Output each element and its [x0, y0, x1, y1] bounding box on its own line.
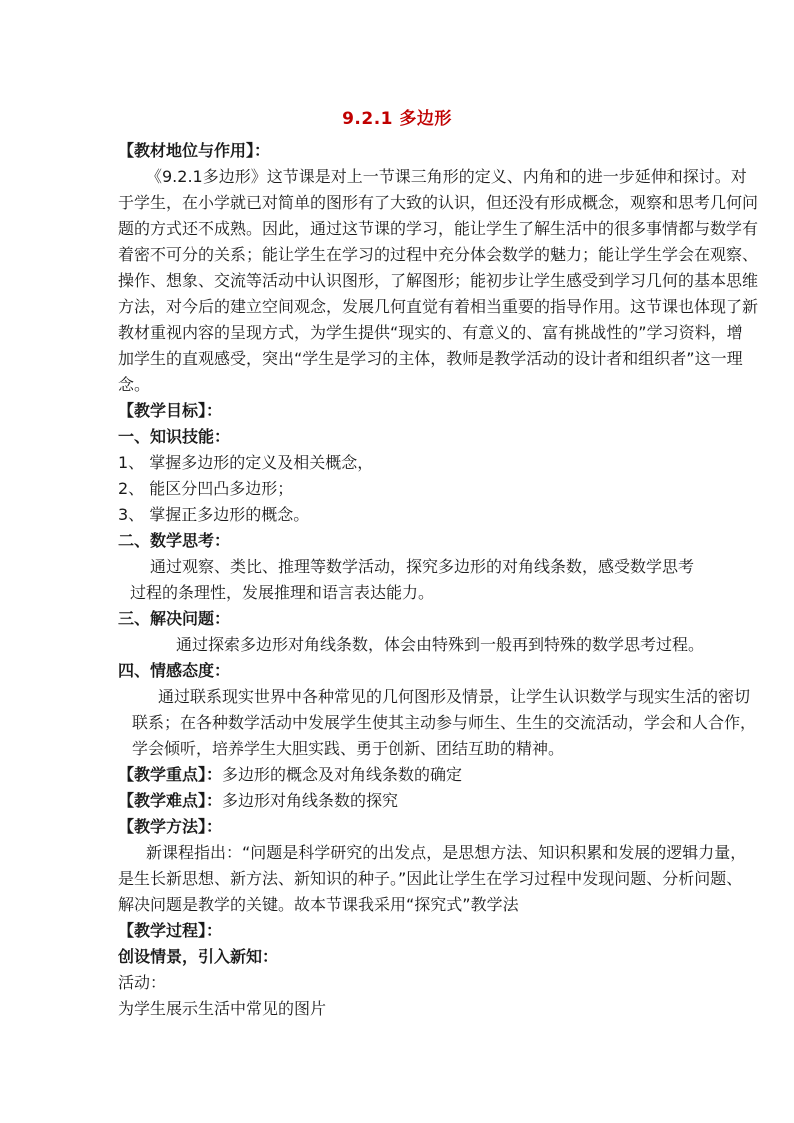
paragraph-line: 是生长新思想、新方法、新知识的种子。”因此让学生在学习过程中发现问题、分析问题、: [118, 869, 743, 888]
difficult-point-label: 【教学难点】：: [118, 791, 223, 810]
section-heading-process: 【教学过程】：: [118, 921, 223, 940]
paragraph-line: 加学生的直观感受，突出“学生是学习的主体，教师是教学活动的设计者和组织者”这一理: [118, 349, 743, 368]
paragraph-line: 过程的条理性，发展推理和语言表达能力。: [130, 583, 435, 602]
paragraph-line: 操作、想象、交流等活动中认识图形，了解图形；能初步让学生感受到学习几何的基本思维: [118, 271, 759, 290]
list-item: 3、 掌握正多边形的概念。: [118, 505, 310, 524]
difficult-point-text: 多边形对角线条数的探究: [222, 791, 399, 810]
section-heading-role: 【教材地位与作用】：: [118, 141, 271, 160]
page-title: 9.2.1 多边形: [342, 109, 452, 129]
key-point-label: 【教学重点】：: [118, 765, 223, 784]
section-heading-method: 【教学方法】：: [118, 817, 223, 836]
list-item: 1、 掌握多边形的定义及相关概念，: [118, 453, 374, 472]
paragraph-line: 通过探索多边形对角线条数，体会由特殊到一般再到特殊的数学思考过程。: [176, 635, 705, 654]
paragraph-line: 着密不可分的关系；能让学生在学习的过程中充分体会数学的魅力；能让学生学会在观察、: [118, 245, 759, 264]
difficult-point-row: [118, 792, 398, 810]
paragraph-line: 学会倾听，培养学生大胆实践、勇于创新、团结互助的精神。: [132, 739, 565, 758]
subheading-knowledge: 一、知识技能：: [118, 427, 231, 446]
key-point-text: 多边形的概念及对角线条数的确定: [222, 765, 463, 784]
activity-label: 活动：: [118, 973, 167, 992]
subheading-emotion: 四、情感态度：: [118, 661, 231, 680]
paragraph-line: 教材重视内容的呈现方式，为学生提供“现实的、有意义的、富有挑战性的”学习资料，增: [118, 323, 743, 342]
subheading-problem: 三、解决问题：: [118, 609, 231, 628]
activity-text: 为学生展示生活中常见的图片: [118, 999, 327, 1018]
section-heading-goals: 【教学目标】：: [118, 401, 223, 420]
paragraph-line: 新课程指出：“问题是科学研究的出发点，是思想方法、知识积累和发展的逻辑力量，: [146, 843, 747, 862]
list-item: 2、 能区分凹凸多边形；: [118, 479, 294, 498]
paragraph-line: 联系；在各种数学活动中发展学生使其主动参与师生、生生的交流活动，学会和人合作，: [132, 713, 757, 732]
paragraph-line: 题的方式还不成熟。因此，通过这节课的学习，能让学生了解生活中的很多事情都与数学有: [118, 219, 759, 238]
subheading-thinking: 二、数学思考：: [118, 531, 231, 550]
paragraph-line: 通过联系现实世界中各种常见的几何图形及情景，让学生认识数学与现实生活的密切: [158, 687, 751, 706]
key-point-row: [118, 766, 462, 784]
paragraph-line: 念。: [118, 375, 151, 394]
paragraph-line: 于学生，在小学就已对简单的图形有了大致的认识，但还没有形成概念，观察和思考几何问: [118, 193, 759, 212]
paragraph-line: 《9.2.1多边形》这节课是对上一节课三角形的定义、内角和的进一步延伸和探讨。对: [146, 167, 747, 186]
paragraph-line: 方法，对今后的建立空间观念，发展几何直觉有着相当重要的指导作用。这节课也体现了新: [118, 297, 759, 316]
paragraph-line: 解决问题是教学的关键。故本节课我采用“探究式”教学法: [118, 895, 519, 914]
process-subheading: 创设情景，引入新知：: [118, 947, 279, 966]
paragraph-line: 通过观察、类比、推理等数学活动，探究多边形的对角线条数，感受数学思考: [150, 557, 695, 576]
